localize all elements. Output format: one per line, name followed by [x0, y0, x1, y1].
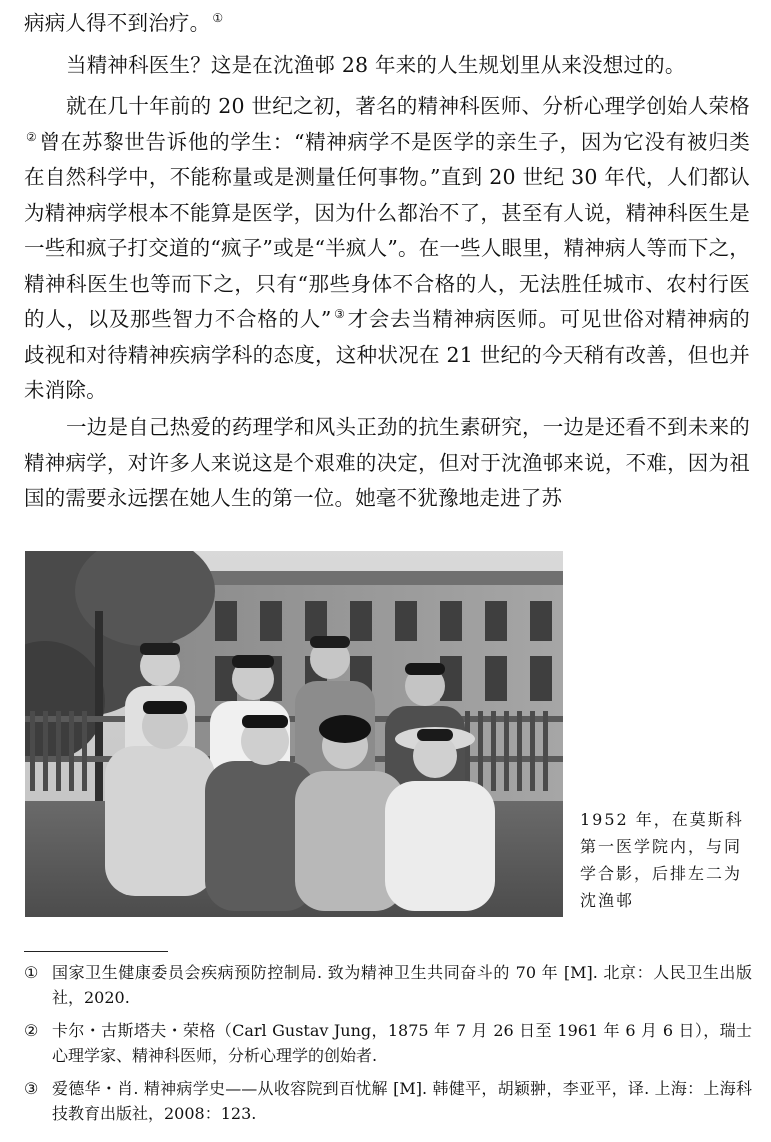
footnote-divider: [24, 951, 168, 952]
paragraph-2-text-b: 曾在苏黎世告诉他的学生：“精神病学不是医学的亲生子，因为它没有被归类在自然科学中，不能称量或是测量任何事物。”直到 20 世纪 30 年代，人们都认为精神病学根本不能算是医学，因为什么都治不了，甚至有人说，精神科医生是一些和疯子打交道的“疯子”或是“半疯人”。在一些人眼里，精神病人等而下之，精神科医生也等而下之，只有“那些身体不合格的人，无法胜任城市、农村行医的人，以及那些智力不合格的人”: [24, 129, 750, 331]
footnote-1-text: 国家卫生健康委员会疾病预防控制局. 致为精神卫生共同奋斗的 70 年 [M]. 北京：人民卫生出版社，2020.: [52, 963, 752, 1007]
footnote-ref-3[interactable]: ③: [333, 307, 346, 321]
footnote-3-text: 爱德华・肖. 精神病学史——从收容院到百忧解 [M]. 韩健平，胡颖翀，李亚平，译. 上海：上海科技教育出版社，2008：123.: [52, 1079, 752, 1123]
footnote-3-number: ③: [24, 1079, 39, 1098]
footnote-ref-1[interactable]: ①: [212, 11, 224, 25]
footnote-2-number: ②: [24, 1021, 39, 1040]
footnote-1: [24, 960, 752, 1010]
group-photo-illustration: [25, 551, 563, 917]
group-photo: [25, 551, 563, 917]
paragraph-2-text-c: 才会去当精神病医师。可见世俗对精神病的歧视和对待精神疾病学科的态度，这种状况在 21 世纪的今天稍有改善，但也并未消除。: [24, 307, 750, 402]
paragraph-0-text: 病病人得不到治疗。: [24, 11, 211, 35]
footnote-3: [24, 1076, 752, 1126]
paragraph-2: [24, 89, 750, 409]
footnote-1-number: ①: [24, 963, 39, 982]
photo-caption: 1952 年，在莫斯科第一医学院内，与同学合影，后排左二为沈渔邨: [580, 810, 744, 910]
paragraph-0: [24, 6, 750, 42]
footnote-2-text: 卡尔・古斯塔夫・荣格（Carl Gustav Jung，1875 年 7 月 26 日至 1961 年 6 月 6 日），瑞士心理学家、精神科医师，分析心理学的创始者.: [52, 1021, 752, 1065]
paragraph-3: 一边是自己热爱的药理学和风头正劲的抗生素研究，一边是还看不到未来的精神病学，对许多人来说这是个艰难的决定，但对于沈渔邨来说，不难，因为祖国的需要永远摆在她人生的第一位。她毫不犹豫地走进了苏: [24, 415, 750, 510]
footnote-2: [24, 1018, 752, 1068]
paragraph-1: 当精神科医生？这是在沈渔邨 28 年来的人生规划里从来没想过的。: [66, 53, 686, 77]
paragraph-2-text-a: 就在几十年前的 20 世纪之初，著名的精神科医师、分析心理学创始人荣格: [66, 94, 750, 118]
footnote-ref-2[interactable]: ②: [26, 129, 38, 144]
